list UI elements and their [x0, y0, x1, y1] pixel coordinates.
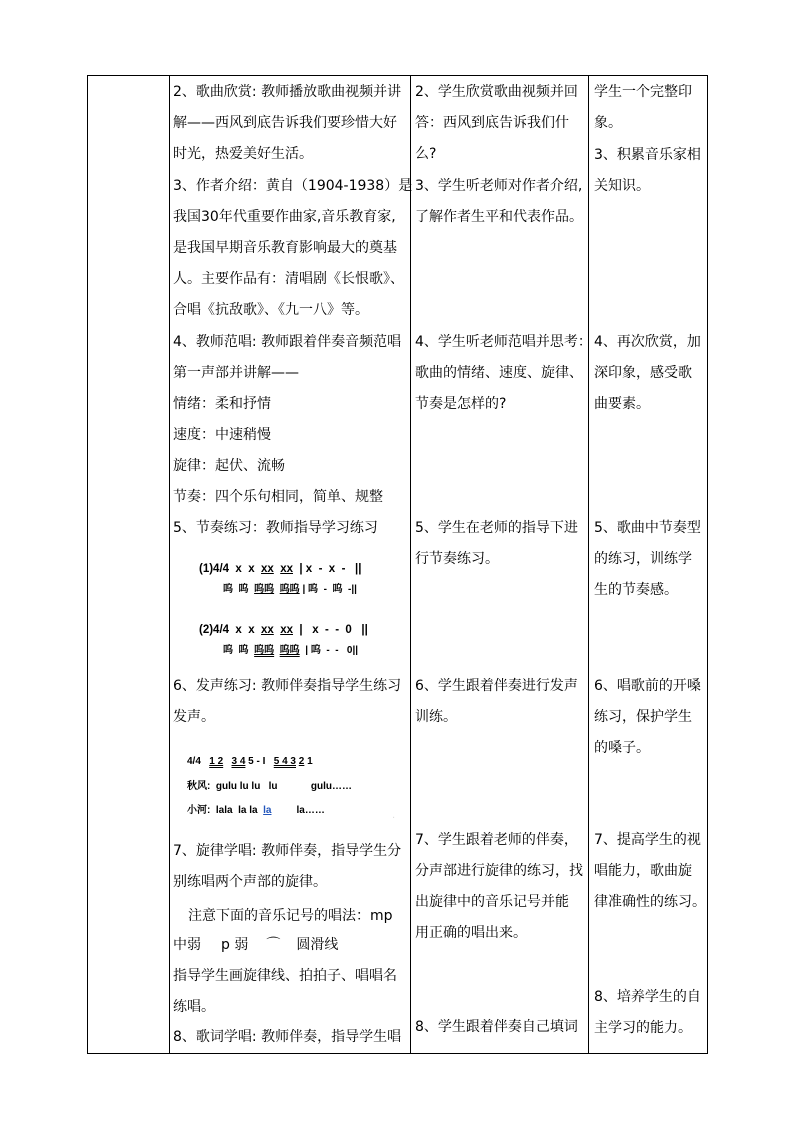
vocal-line-qiufeng: 秋风: gulu lu lu lu gulu……: [187, 781, 352, 792]
column-divider-1: [169, 76, 170, 1053]
rhythm-line-2: (2)4/4 x x xx xx | x - - 0 ||: [199, 624, 368, 636]
teacher-step-6: 6、发声练习: 教师伴奏指导学生练习 发声。: [173, 678, 402, 725]
teacher-step-4: 4、教师范唱: 教师跟着伴奏音频范唱 第一声部并讲解—— 情绪：柔和抒情 速度：中速稍慢 旋律：起伏、流畅 节奏：四个乐句相同，简单、规整: [173, 334, 402, 505]
teacher-step-2: 2、歌曲欣赏: 教师播放歌曲视频并讲 解——西风到底告诉我们要珍惜大好 时光，热爱美好生活。: [173, 84, 402, 162]
intent-step-3: 3、积累音乐家相 关知识。: [594, 147, 701, 194]
slur-mark: ⌒: [266, 937, 281, 953]
teacher-step-3: 3、作者介绍：黄自（1904-1938）是 我国30年代重要作曲家,音乐教育家, 是我国早期音乐教育影响最大的奠基 人。主要作品有：清唱剧《长恨歌》、 合唱《抗敌歌》、《九一八》等。: [173, 178, 413, 318]
intent-step-7: 7、提高学生的视 唱能力，歌曲旋 律准确性的练习。: [594, 832, 706, 910]
intent-step-6: 6、唱歌前的开嗓 练习，保护学生 的嗓子。: [594, 678, 701, 756]
music-marks-legend: 中弱 p 弱 ⌒ 圆滑线: [173, 937, 339, 953]
student-step-7: 7、学生跟着老师的伴奏， 分声部进行旋律的练习，找 出旋律中的音乐记号并能 用正确的唱出来。: [415, 832, 583, 941]
student-step-6: 6、学生跟着伴奏进行发声 训练。: [415, 678, 578, 725]
student-step-8: 8、学生跟着伴奏自己填词: [415, 1019, 578, 1035]
teacher-step-8: 8、歌词学唱: 教师伴奏，指导学生唱: [173, 1029, 402, 1045]
music-marks-note: 注意下面的音乐记号的唱法：mp: [188, 908, 393, 924]
intent-step-2: 学生一个完整印 象。: [594, 84, 692, 131]
student-step-4: 4、学生听老师范唱并思考： 歌曲的情绪、速度、旋律、 节奏是怎样的?: [415, 334, 592, 412]
student-step-2: 2、学生欣赏歌曲视频并回 答：西风到底告诉我们什 么?: [415, 84, 578, 162]
vocal-line-xiaohe: 小河: lala la la la la……: [187, 805, 325, 816]
teacher-step-5: 5、节奏练习：教师指导学习练习: [173, 520, 378, 536]
intent-step-4: 4、再次欣赏，加 深印象，感受歌 曲要素。: [594, 334, 701, 412]
student-step-5: 5、学生在老师的指导下进 行节奏练习。: [415, 520, 578, 567]
rhythm-lyrics-2: 呜 呜 呜呜 呜呜 | 呜 - - 0||: [223, 645, 359, 656]
intent-step-8: 8、培养学生的自 主学习的能力。: [594, 989, 701, 1036]
teacher-step-7-guide: 指导学生画旋律线、拍拍子、唱唱名 练唱。: [173, 968, 397, 1015]
student-step-3: 3、学生听老师对作者介绍, 了解作者生平和代表作品。: [415, 178, 583, 225]
rhythm-lyrics-1: 呜 呜 呜呜 呜呜 | 呜 - 呜 -||: [223, 584, 357, 595]
faint-mark: ·: [392, 813, 396, 824]
vocal-notation: 4/4 1 2 3 4 5 - I 5 4 3 2 1: [187, 756, 313, 767]
column-divider-3: [588, 76, 589, 1053]
rhythm-line-1: (1)4/4 x x xx xx | x - x - ||: [199, 563, 362, 575]
teacher-step-7: 7、旋律学唱: 教师伴奏，指导学生分 别练唱两个声部的旋律。: [173, 843, 402, 890]
intent-step-5: 5、歌曲中节奏型 的练习，训练学 生的节奏感。: [594, 520, 701, 598]
